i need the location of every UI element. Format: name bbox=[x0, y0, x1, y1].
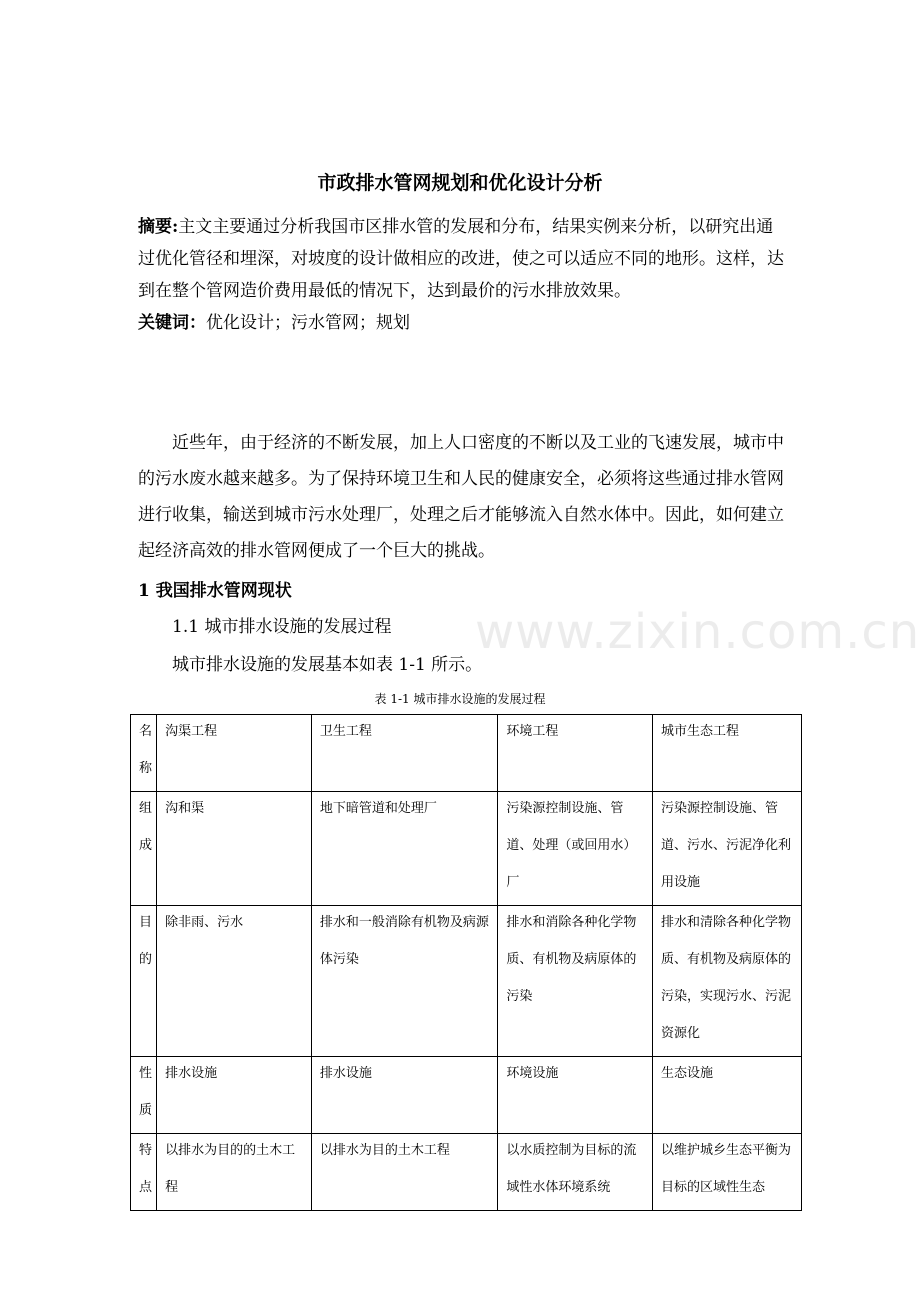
abstract-label: 摘要: bbox=[138, 217, 179, 237]
table-cell: 以排水为目的土木工程 bbox=[311, 1134, 498, 1211]
intro-block bbox=[138, 425, 788, 569]
row-header-cell: 组成 bbox=[131, 792, 157, 906]
table-cell: 排水设施 bbox=[157, 1057, 312, 1134]
abstract-text: 主文主要通过分析我国市区排水管的发展和分布，结果实例来分析，以研究出通过优化管径和埋深，对坡度的设计做相应的改进，使之可以适应不同的地形。这样，达到在整个管网造价费用最低的情况下，达到最价的污水排放效果。 bbox=[138, 217, 784, 301]
row-header-cell: 性质 bbox=[131, 1057, 157, 1134]
keywords-label: 关键词： bbox=[138, 313, 206, 333]
table-row bbox=[131, 1057, 802, 1134]
table-cell: 除非雨、污水 bbox=[157, 906, 312, 1057]
table-cell: 环境工程 bbox=[498, 715, 653, 792]
table-cell: 排水和清除各种化学物质、有机物及病原体的污染，实现污水、污泥资源化 bbox=[652, 906, 801, 1057]
row-header-cell: 名称 bbox=[131, 715, 157, 792]
table-cell: 沟渠工程 bbox=[157, 715, 312, 792]
intro-paragraph: 近些年，由于经济的不断发展，加上人口密度的不断以及工业的飞速发展，城市中的污水废水越来越多。为了保持环境卫生和人民的健康安全，必须将这些通过排水管网进行收集，输送到城市污水处理厂，处理之后才能够流入自然水体中。因此，如何建立起经济高效的排水管网便成了一个巨大的挑战。 bbox=[138, 433, 784, 561]
table-cell: 生态设施 bbox=[652, 1057, 801, 1134]
keywords-text: 优化设计；污水管网；规划 bbox=[206, 313, 410, 333]
abstract-block bbox=[138, 211, 788, 339]
table-cell: 城市生态工程 bbox=[652, 715, 801, 792]
development-table bbox=[130, 714, 802, 1211]
row-header-cell: 目的 bbox=[131, 906, 157, 1057]
table-row bbox=[131, 792, 802, 906]
table-row bbox=[131, 906, 802, 1057]
table-cell: 排水和一般消除有机物及病源体污染 bbox=[311, 906, 498, 1057]
section-1-heading: 1 我国排水管网现状 bbox=[138, 581, 292, 601]
watermark-text: www.zixin.com.cn bbox=[475, 604, 920, 660]
document-title: 市政排水管网规划和优化设计分析 bbox=[317, 172, 603, 194]
subsection-text: 城市排水设施的发展基本如表 1-1 所示。 bbox=[172, 655, 483, 675]
table-cell: 以排水为目的的土木工程 bbox=[157, 1134, 312, 1211]
table-cell: 排水设施 bbox=[311, 1057, 498, 1134]
table-cell: 排水和消除各种化学物质、有机物及病原体的污染 bbox=[498, 906, 653, 1057]
row-header-cell: 特点 bbox=[131, 1134, 157, 1211]
table-cell: 以维护城乡生态平衡为目标的区域性生态 bbox=[652, 1134, 801, 1211]
table-cell: 以水质控制为目标的流域性水体环境系统 bbox=[498, 1134, 653, 1211]
table-cell: 地下暗管道和处理厂 bbox=[311, 792, 498, 906]
table-cell: 沟和渠 bbox=[157, 792, 312, 906]
table-cell: 卫生工程 bbox=[311, 715, 498, 792]
table-cell: 环境设施 bbox=[498, 1057, 653, 1134]
table-caption: 表 1-1 城市排水设施的发展过程 bbox=[374, 692, 546, 706]
table-cell: 污染源控制设施、管道、处理（或回用水）厂 bbox=[498, 792, 653, 906]
table-row bbox=[131, 1134, 802, 1211]
table-cell: 污染源控制设施、管道、污水、污泥净化利用设施 bbox=[652, 792, 801, 906]
table-row bbox=[131, 715, 802, 792]
subsection-1-1-heading: 1.1 城市排水设施的发展过程 bbox=[172, 617, 392, 637]
